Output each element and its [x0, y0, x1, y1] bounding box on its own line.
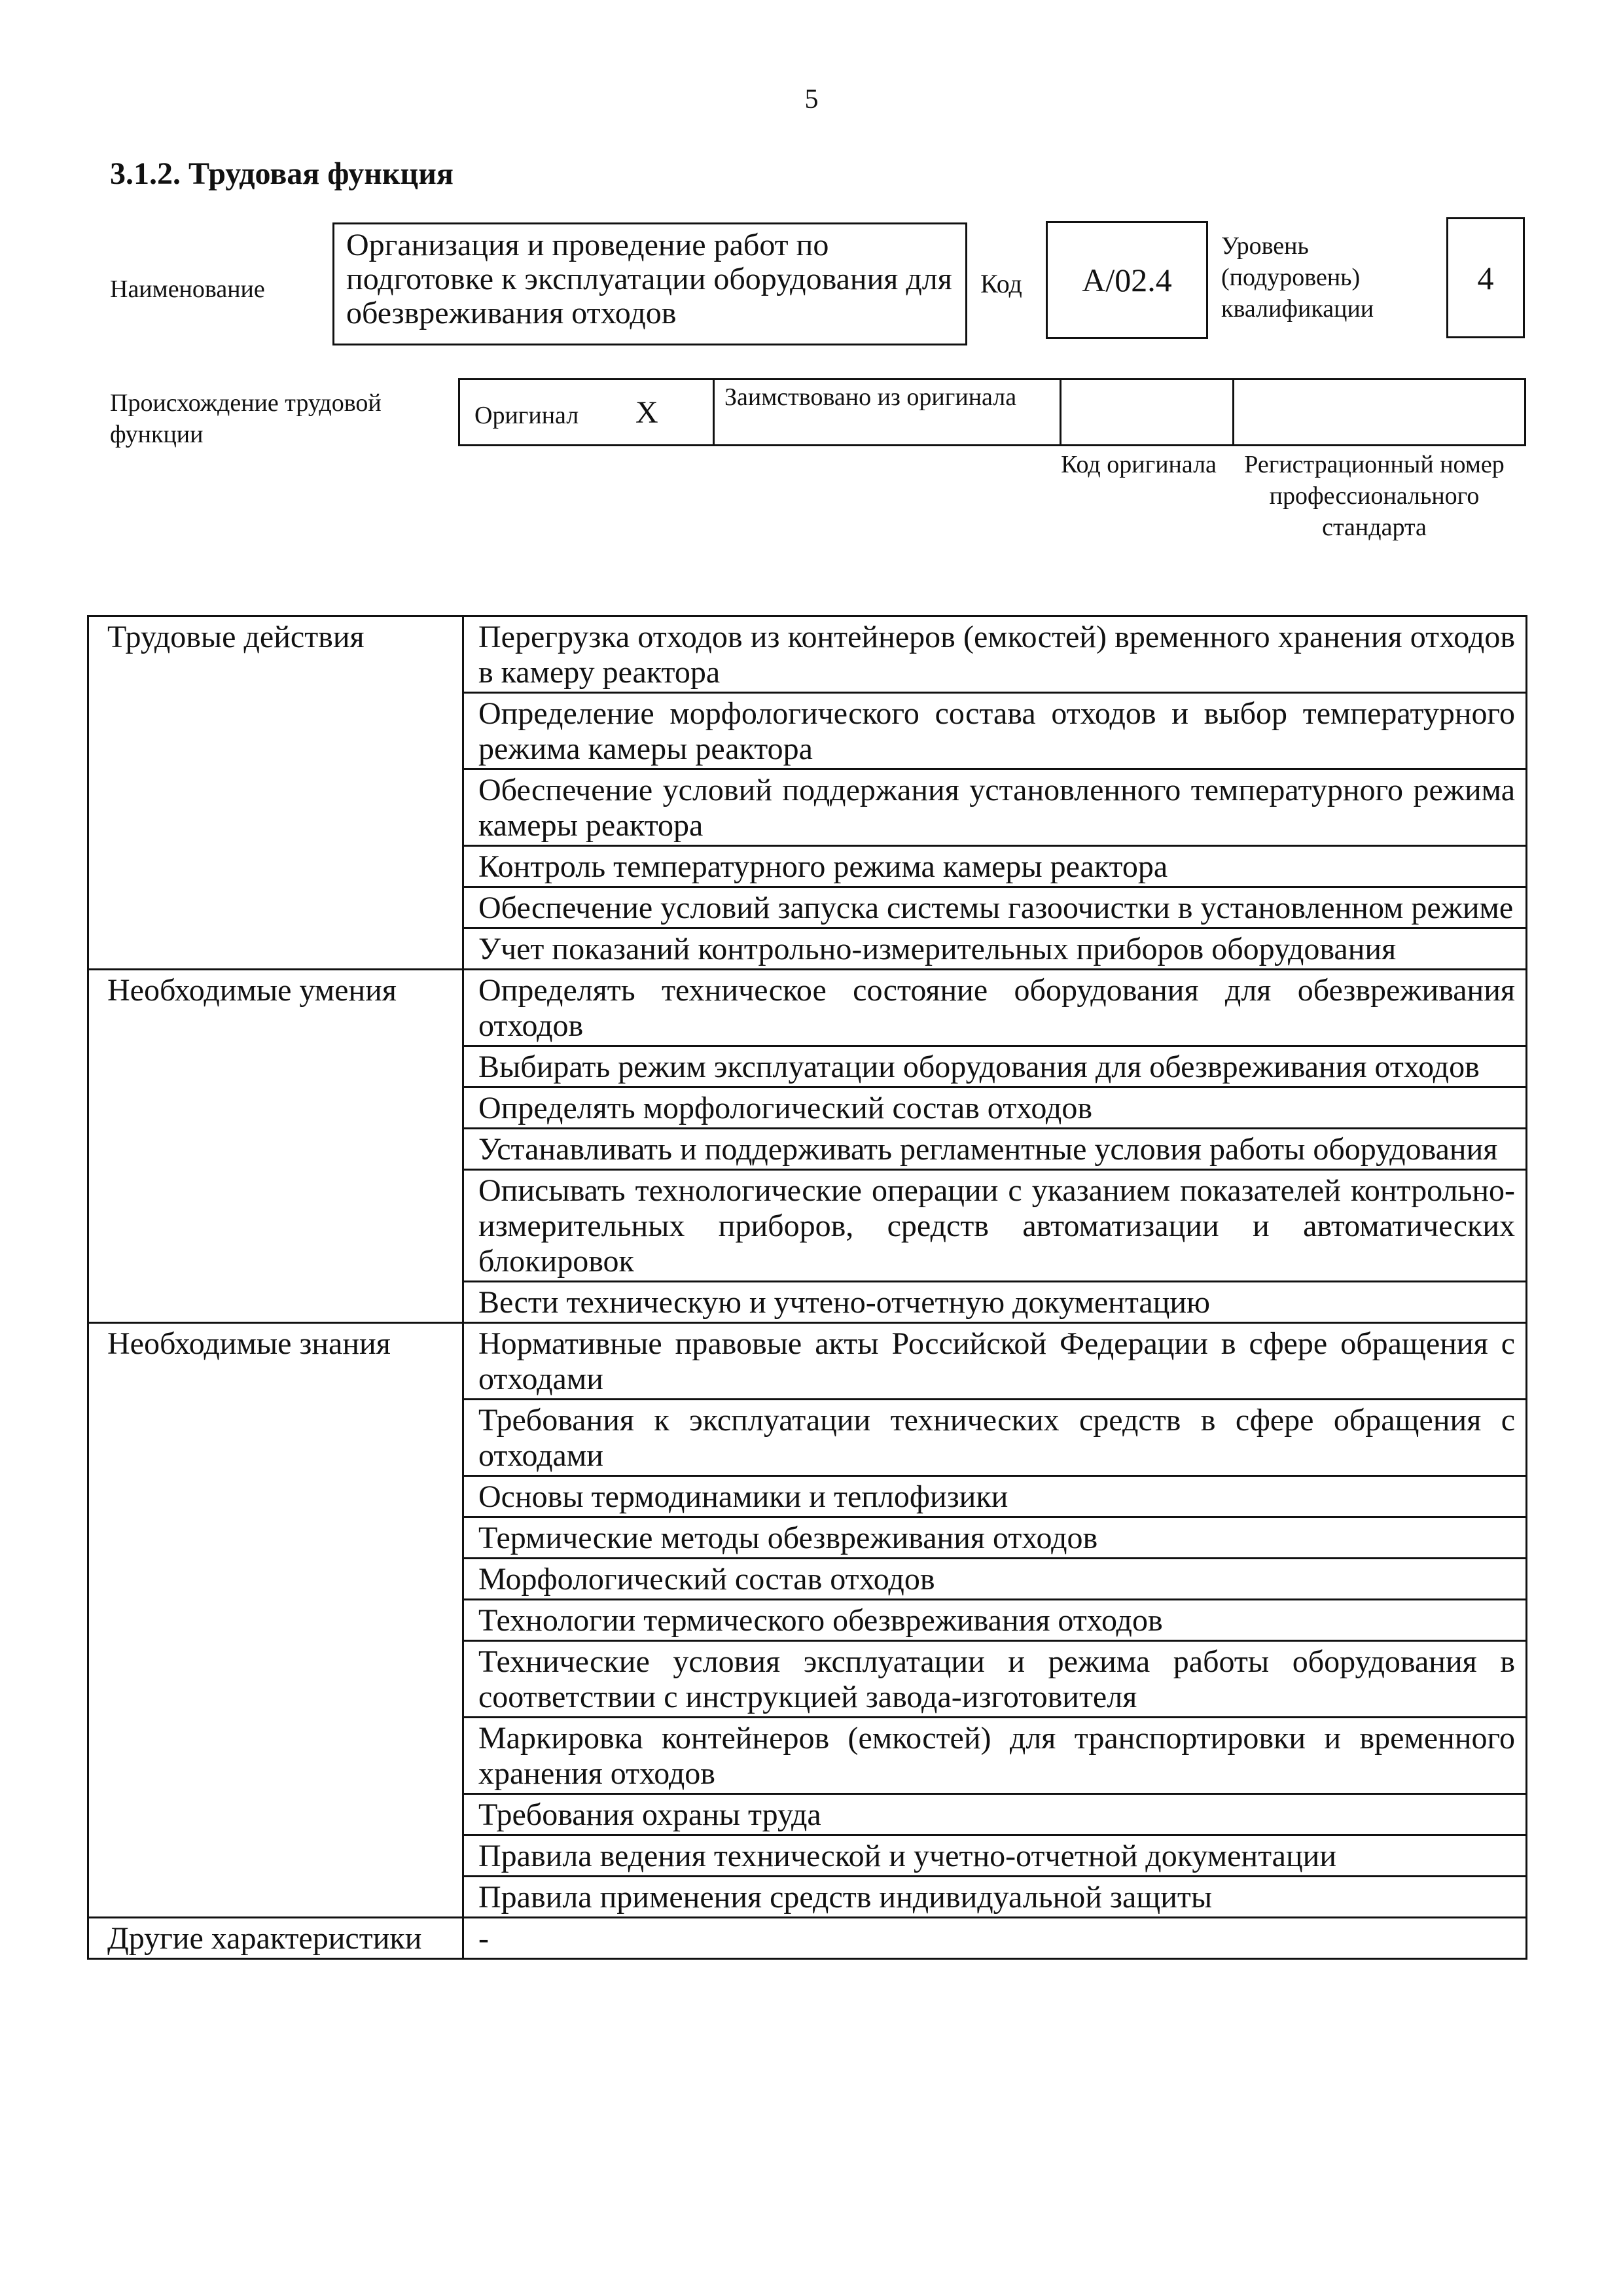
- item-cell: Обеспечение условий запуска системы газоочистки в установленном режиме: [463, 887, 1527, 928]
- borrowed-label: Заимствовано из оригинала: [724, 383, 1017, 411]
- table-row: [88, 616, 1527, 693]
- reg-number-caption: Регистрационный номер профессионального стандарта: [1244, 451, 1505, 541]
- function-name: Организация и проведение работ по подготовке к эксплуатации оборудования для обезвреживания отходов: [346, 228, 952, 330]
- level-box: [1446, 217, 1525, 338]
- code-label: Код: [980, 269, 1022, 298]
- item-cell: Технические условия эксплуатации и режима работы оборудования в соответствии с инструкцией завода-изготовителя: [463, 1641, 1527, 1718]
- category-cell: Трудовые действия: [88, 616, 463, 970]
- category-cell: Необходимые умения: [88, 970, 463, 1323]
- item-cell: Технологии термического обезвреживания отходов: [463, 1600, 1527, 1641]
- item-cell: Термические методы обезвреживания отходов: [463, 1517, 1527, 1559]
- category-cell: Другие характеристики: [88, 1918, 463, 1959]
- code-original-caption: Код оригинала: [1061, 451, 1217, 478]
- item-cell: Определять техническое состояние оборудования для обезвреживания отходов: [463, 970, 1527, 1046]
- function-name-box: [332, 222, 967, 345]
- origin-box: [458, 378, 1526, 446]
- level-label: Уровень (подуровень) квалификации: [1221, 232, 1374, 323]
- origin-divider: [1060, 378, 1061, 446]
- item-cell: Перегрузка отходов из контейнеров (емкостей) временного хранения отходов в камеру реактора: [463, 616, 1527, 693]
- item-cell: Устанавливать и поддерживать регламентные условия работы оборудования: [463, 1129, 1527, 1170]
- item-cell: Правила применения средств индивидуальной защиты: [463, 1877, 1527, 1918]
- item-cell: Обеспечение условий поддержания установленного температурного режима камеры реактора: [463, 769, 1527, 846]
- original-mark: X: [635, 395, 658, 430]
- origin-divider: [713, 378, 715, 446]
- item-cell: Морфологический состав отходов: [463, 1559, 1527, 1600]
- item-cell: Требования к эксплуатации технических средств в сфере обращения с отходами: [463, 1400, 1527, 1476]
- labor-function-table: [87, 615, 1527, 1960]
- item-cell: Правила ведения технической и учетно-отчетной документации: [463, 1835, 1527, 1877]
- level-value: 4: [1477, 259, 1494, 296]
- origin-label: Происхождение трудовой функции: [110, 389, 382, 448]
- name-label: Наименование: [110, 275, 265, 303]
- code-value: А/02.4: [1082, 262, 1172, 298]
- item-cell: Учет показаний контрольно-измерительных приборов оборудования: [463, 928, 1527, 970]
- table-row: [88, 1323, 1527, 1400]
- table-row: [88, 1918, 1527, 1959]
- item-cell: Основы термодинамики и теплофизики: [463, 1476, 1527, 1517]
- code-box: [1046, 221, 1208, 339]
- item-cell: -: [463, 1918, 1527, 1959]
- item-cell: Нормативные правовые акты Российской Федерации в сфере обращения с отходами: [463, 1323, 1527, 1400]
- item-cell: Требования охраны труда: [463, 1794, 1527, 1835]
- item-cell: Определение морфологического состава отходов и выбор температурного режима камеры реактора: [463, 693, 1527, 769]
- item-cell: Вести техническую и учтено-отчетную документацию: [463, 1282, 1527, 1323]
- item-cell: Выбирать режим эксплуатации оборудования для обезвреживания отходов: [463, 1046, 1527, 1087]
- table-row: [88, 970, 1527, 1046]
- section-title: 3.1.2. Трудовая функция: [110, 156, 454, 191]
- item-cell: Описывать технологические операции с указанием показателей контрольно-измерительных приборов, средств автоматизации и автоматических блокировок: [463, 1170, 1527, 1282]
- item-cell: Маркировка контейнеров (емкостей) для транспортировки и временного хранения отходов: [463, 1718, 1527, 1794]
- origin-divider: [1232, 378, 1234, 446]
- item-cell: Определять морфологический состав отходов: [463, 1087, 1527, 1129]
- original-label: Оригинал: [474, 402, 579, 429]
- category-cell: Необходимые знания: [88, 1323, 463, 1918]
- page-number: 5: [804, 84, 819, 115]
- item-cell: Контроль температурного режима камеры реактора: [463, 846, 1527, 887]
